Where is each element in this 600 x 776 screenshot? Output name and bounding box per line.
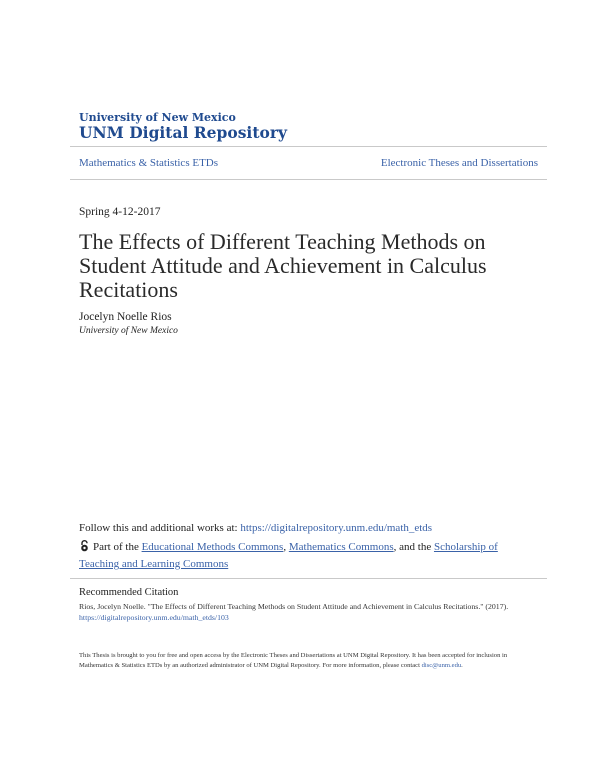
author-name: Jocelyn Noelle Rios (79, 311, 172, 323)
collection-link-etds[interactable]: Electronic Theses and Dissertations (380, 157, 538, 169)
collection-link-math-stats[interactable]: Mathematics & Statistics ETDs (79, 157, 219, 169)
thesis-title: The Effects of Different Teaching Methods on Student Attitude and Achievement in Calculus Recitations (79, 229, 487, 302)
citation-text: Rios, Jocelyn Noelle. "The Effects of Different Teaching Methods on Student Attitude and Achievement in Calculus Recitations." (2017). (79, 602, 509, 611)
bottom-divider (70, 179, 547, 180)
notice-end: . (461, 662, 463, 669)
part-of-line (79, 540, 529, 572)
scholarship-commons-link[interactable]: Scholarship of Teaching and Learning Commons (79, 541, 498, 570)
top-divider (70, 146, 547, 147)
part-of-sep1: , (283, 541, 287, 553)
author-affiliation: University of New Mexico (79, 326, 178, 336)
mathematics-commons-link[interactable]: Mathematics Commons (288, 541, 394, 553)
institution-name: University of New Mexico (79, 111, 236, 124)
citation-url-link[interactable]: https://digitalrepository.unm.edu/math_etds/103 (79, 613, 229, 622)
part-of-prefix: Part of the (93, 541, 139, 553)
follow-label: Follow this and additional works at: (79, 522, 238, 534)
open-access-icon (79, 540, 90, 557)
publication-date: Spring 4-12-2017 (79, 206, 161, 218)
follow-line (79, 522, 432, 534)
contact-email-link[interactable]: disc@unm.edu (421, 662, 462, 669)
notice-text: This Thesis is brought to you for free and open access by the Electronic Theses and Dissertations at UNM Digital Repository. It has been accepted for inclusion in Mathematics & Statistics ETDs by an authorized administrator of UNM Digital Repository. For more information, please contact (79, 652, 508, 669)
citation-block (79, 601, 529, 623)
educational-methods-commons-link[interactable]: Educational Methods Commons (141, 541, 284, 553)
follow-url-link[interactable]: https://digitalrepository.unm.edu/math_etds (240, 522, 433, 534)
citation-heading: Recommended Citation (79, 587, 179, 598)
part-of-sep2: , and the (393, 541, 432, 553)
repository-name[interactable]: UNM Digital Repository (79, 123, 287, 142)
citation-divider (70, 578, 547, 579)
access-notice (79, 651, 529, 671)
